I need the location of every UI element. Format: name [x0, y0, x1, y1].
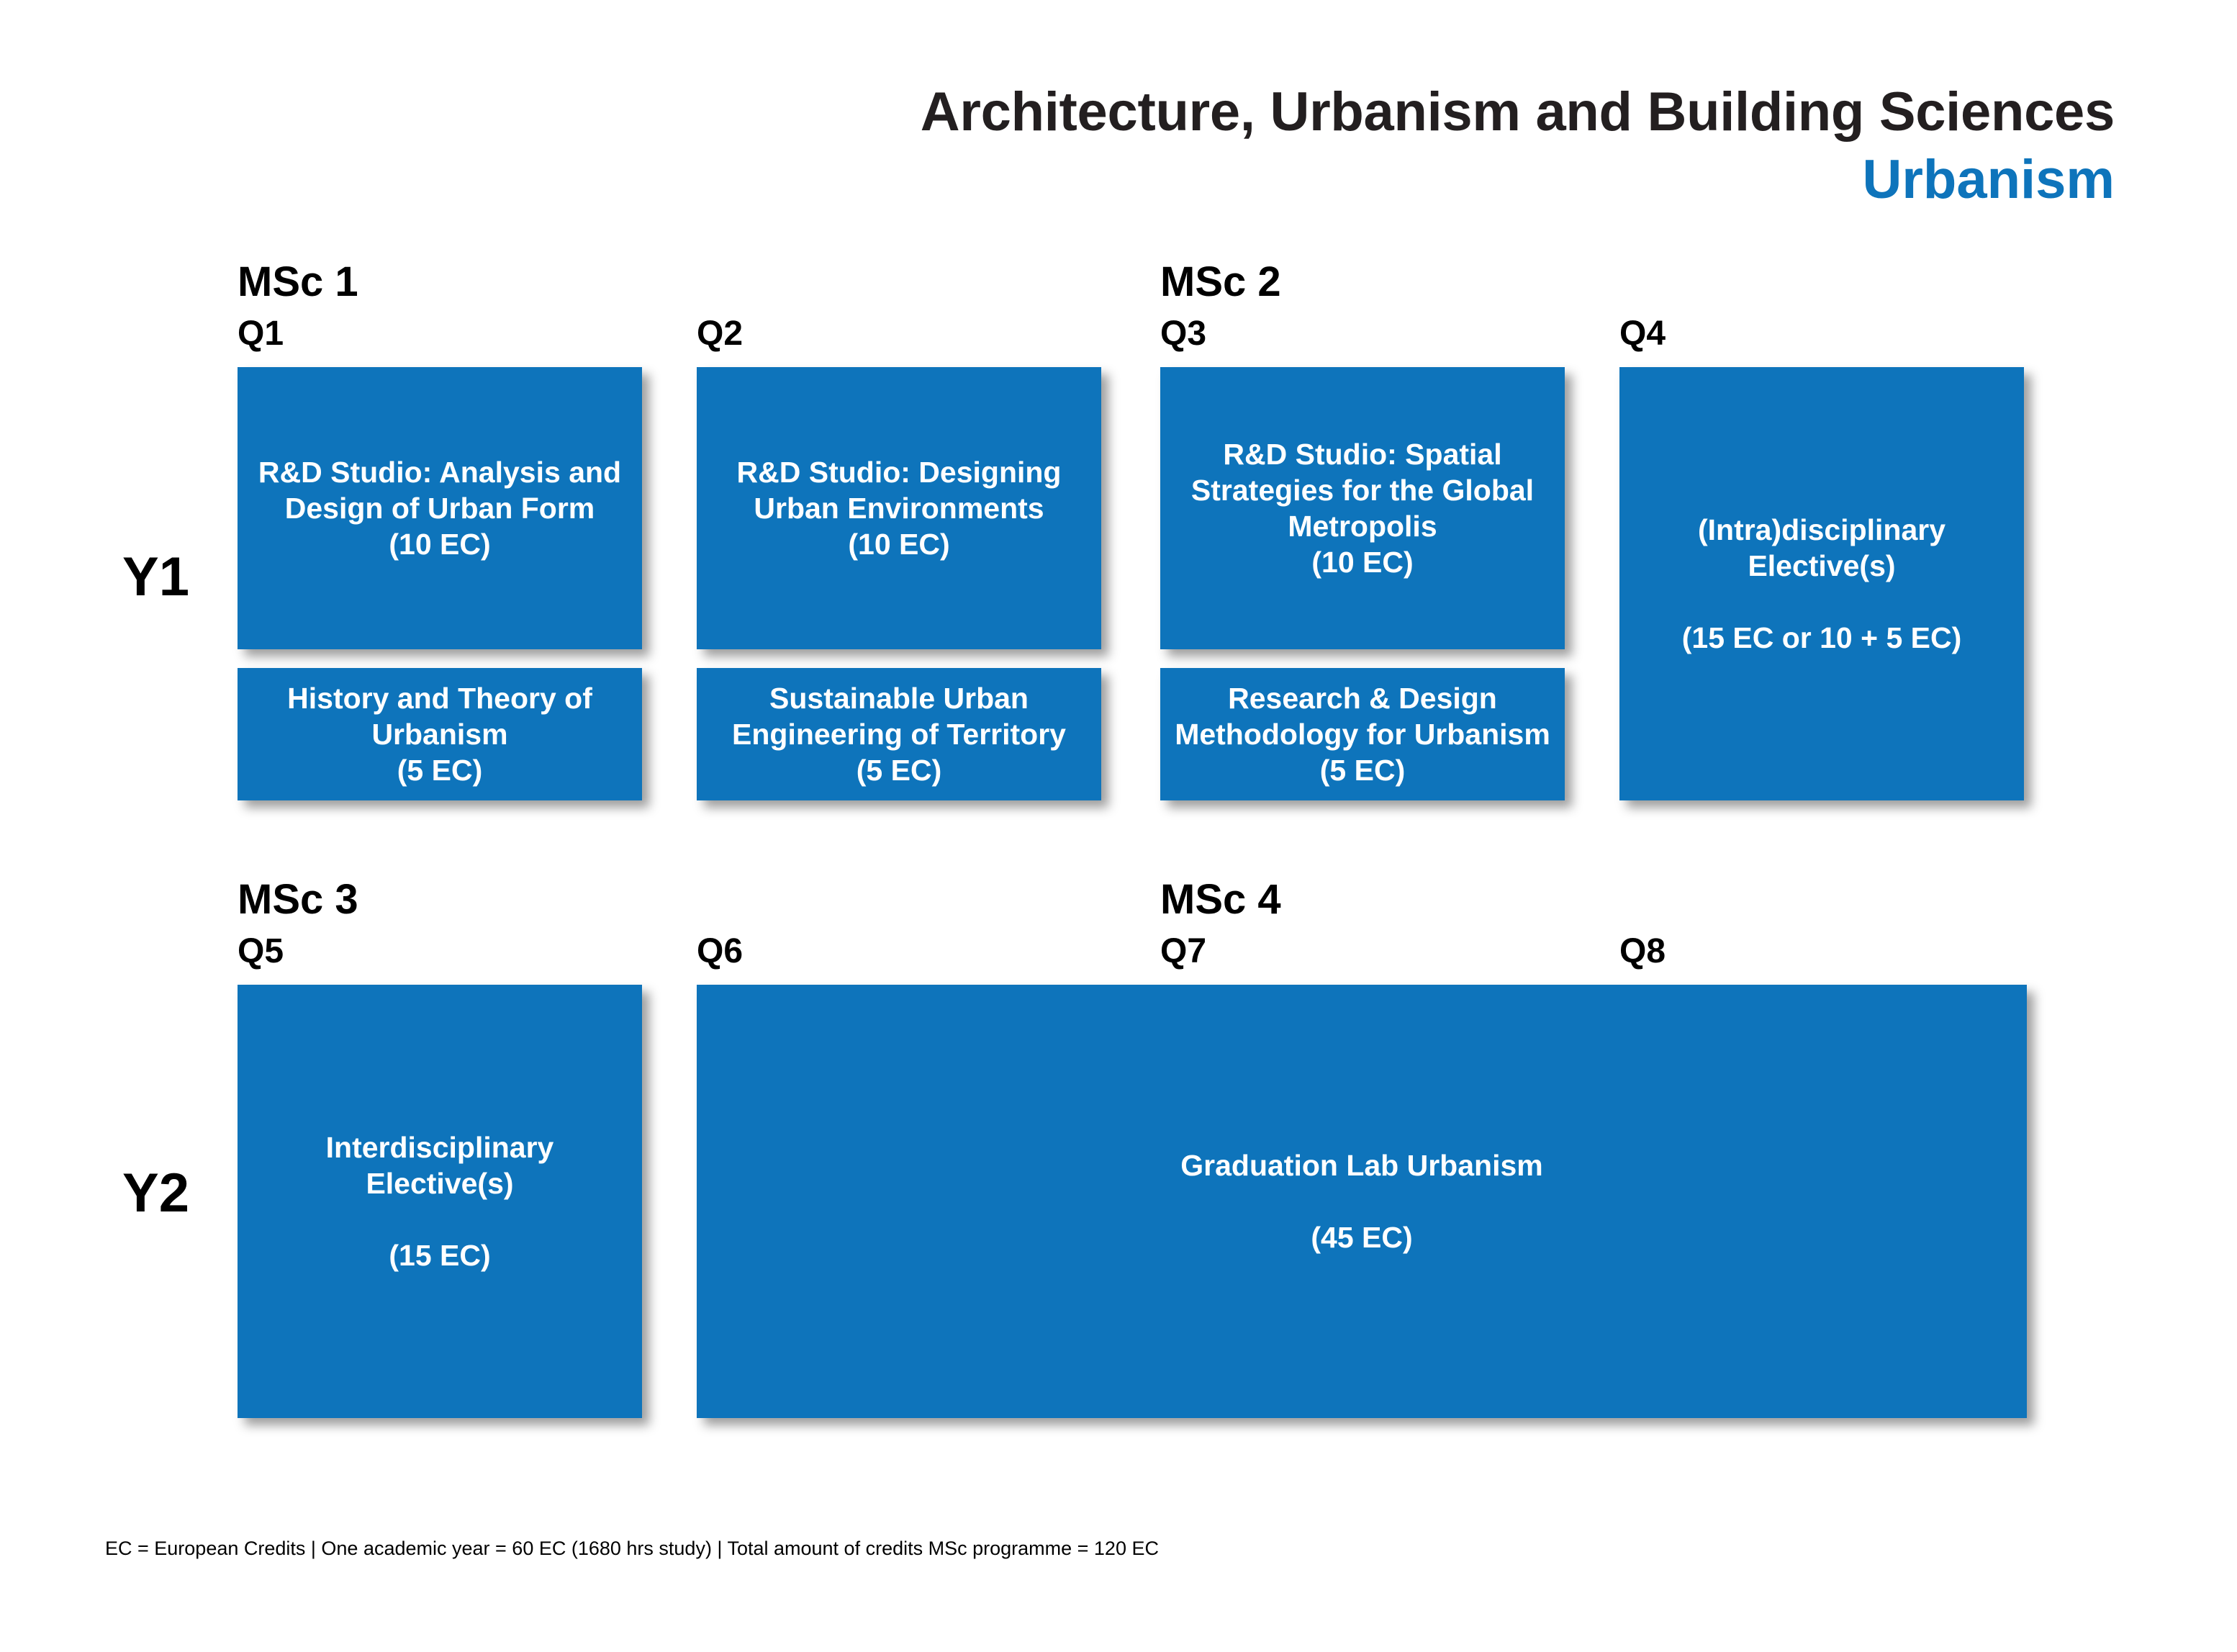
- quarter-q4-label: Q4: [1619, 315, 1666, 353]
- page-subtitle: Urbanism: [1862, 149, 2115, 210]
- course-title-line: Sustainable Urban: [769, 682, 1029, 715]
- course-title-line: Graduation Lab Urbanism: [1180, 1149, 1543, 1182]
- course-credits: (10 EC): [848, 528, 950, 561]
- course-box-q3-studio: [1160, 367, 1565, 649]
- course-title-line: Urban Environments: [754, 492, 1044, 525]
- course-title-line: (Intra)disciplinary: [1697, 513, 1945, 546]
- course-title-line: Engineering of Territory: [732, 718, 1066, 751]
- quarter-q3-label: Q3: [1160, 315, 1207, 353]
- quarter-q6-label: Q6: [697, 932, 744, 970]
- course-box-q2-engineering: [697, 668, 1101, 800]
- course-credits: (5 EC): [1319, 754, 1406, 787]
- course-box-graduation-lab: [697, 985, 2027, 1418]
- course-box-q5-elective: [238, 985, 642, 1418]
- course-title-line: Urbanism: [371, 718, 508, 751]
- course-title-line: Design of Urban Form: [284, 492, 595, 525]
- course-title-line: Interdisciplinary: [325, 1131, 554, 1164]
- year-1-label: Y1: [122, 546, 189, 608]
- course-title-line: Research & Design: [1228, 682, 1497, 715]
- quarter-q8-label: Q8: [1619, 932, 1666, 970]
- footnote: EC = European Credits | One academic year = 60 EC (1680 hrs study) | Total amount of credits MSc programme = 120 EC: [105, 1538, 1159, 1559]
- course-title-line: R&D Studio: Analysis and: [258, 456, 622, 489]
- msc-2-label: MSc 2: [1160, 258, 1281, 305]
- msc-3-label: MSc 3: [238, 876, 358, 923]
- course-box-q4-elective: [1619, 367, 2024, 800]
- quarter-q7-label: Q7: [1160, 932, 1207, 970]
- course-box-q1-studio: [238, 367, 642, 649]
- course-credits: (10 EC): [1311, 546, 1414, 579]
- msc-4-label: MSc 4: [1160, 876, 1281, 923]
- quarter-q2-label: Q2: [697, 315, 744, 353]
- course-box-q2-studio: [697, 367, 1101, 649]
- course-title-line: Elective(s): [366, 1167, 514, 1200]
- course-title-line: Elective(s): [1748, 549, 1896, 582]
- year-2-label: Y2: [122, 1163, 189, 1224]
- course-credits: (5 EC): [397, 754, 483, 787]
- course-title-line: R&D Studio: Designing: [736, 456, 1062, 489]
- course-credits: (10 EC): [389, 528, 491, 561]
- course-credits: (45 EC): [1311, 1221, 1413, 1254]
- course-box-q1-theory: [238, 668, 642, 800]
- course-credits: (5 EC): [856, 754, 942, 787]
- course-credits: (15 EC): [389, 1239, 491, 1272]
- quarter-q1-label: Q1: [238, 315, 284, 353]
- course-title-line: Strategies for the Global: [1190, 474, 1535, 507]
- course-box-q3-methodology: [1160, 668, 1565, 800]
- quarter-q5-label: Q5: [238, 932, 284, 970]
- page-title: Architecture, Urbanism and Building Sciences: [920, 81, 2115, 143]
- msc-1-label: MSc 1: [238, 258, 358, 305]
- course-title-line: R&D Studio: Spatial: [1223, 438, 1502, 471]
- course-credits: (15 EC or 10 + 5 EC): [1681, 621, 1962, 654]
- course-title-line: History and Theory of: [287, 682, 592, 715]
- course-title-line: Metropolis: [1288, 510, 1437, 543]
- course-title-line: Methodology for Urbanism: [1175, 718, 1550, 751]
